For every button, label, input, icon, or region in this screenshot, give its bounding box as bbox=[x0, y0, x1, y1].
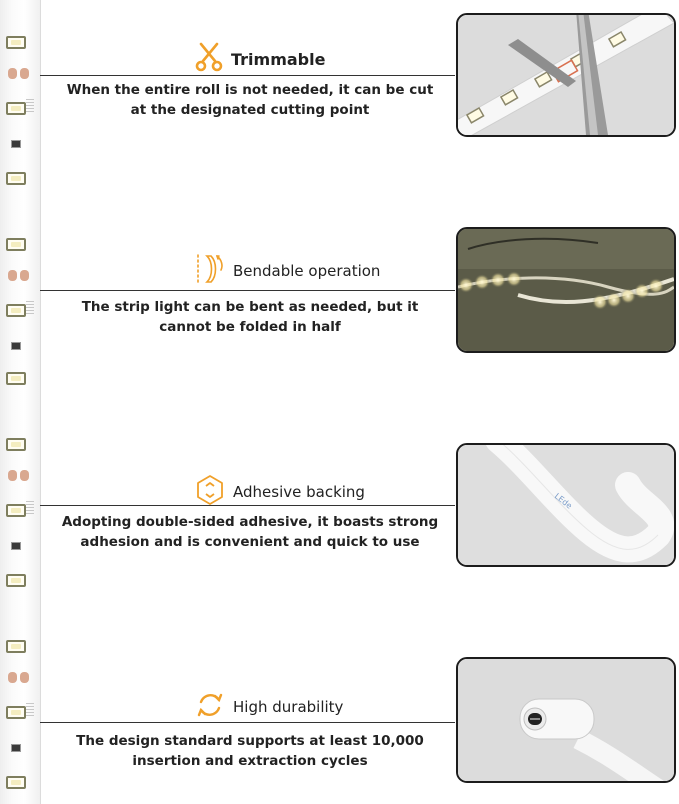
photo-bent-strip bbox=[456, 227, 676, 353]
led-chip bbox=[6, 238, 26, 251]
led-chip bbox=[6, 102, 26, 115]
led-chip bbox=[6, 504, 26, 517]
led-chip bbox=[6, 36, 26, 49]
cut-pads bbox=[8, 68, 30, 79]
resistor bbox=[11, 140, 21, 148]
feature-description bbox=[40, 512, 460, 552]
led-chip bbox=[6, 574, 26, 587]
description-line: When the entire roll is not needed, it can be cut bbox=[66, 82, 434, 98]
photo-adhesive-strip bbox=[456, 443, 676, 567]
led-chip bbox=[6, 640, 26, 653]
svg-text:LEde: LEde bbox=[552, 491, 574, 511]
led-chip bbox=[6, 172, 26, 185]
feature-header bbox=[195, 42, 325, 76]
cut-pads bbox=[8, 672, 30, 683]
resistor bbox=[11, 542, 21, 550]
feature-description bbox=[40, 297, 460, 337]
description-line: adhesion and is convenient and quick to use bbox=[80, 534, 420, 550]
description-line: The design standard supports at least 10,000 bbox=[76, 733, 424, 749]
led-chip bbox=[6, 304, 26, 317]
feature-title: Bendable operation bbox=[233, 262, 381, 280]
bend-icon bbox=[195, 252, 225, 290]
led-chip bbox=[6, 438, 26, 451]
strip-marking bbox=[26, 98, 34, 112]
scissors-icon bbox=[195, 42, 223, 76]
description-line: cannot be folded in half bbox=[159, 319, 341, 335]
cut-pads bbox=[8, 270, 30, 281]
divider-line bbox=[40, 722, 455, 723]
led-chip bbox=[6, 776, 26, 789]
feature-title: High durability bbox=[233, 698, 344, 716]
feature-header bbox=[195, 252, 380, 290]
strip-marking bbox=[26, 500, 34, 514]
description-line: at the designated cutting point bbox=[130, 102, 370, 118]
divider-line bbox=[40, 75, 455, 76]
resistor bbox=[11, 342, 21, 350]
resistor bbox=[11, 744, 21, 752]
feature-title: Trimmable bbox=[231, 49, 326, 69]
cycle-arrows-icon bbox=[195, 689, 225, 725]
description-line: Adopting double-sided adhesive, it boasts strong bbox=[61, 514, 439, 530]
led-chip bbox=[6, 372, 26, 385]
feature-header bbox=[195, 689, 343, 725]
description-line: insertion and extraction cycles bbox=[132, 753, 368, 769]
feature-title: Adhesive backing bbox=[233, 483, 365, 501]
photo-usb-c-connector bbox=[456, 657, 676, 783]
divider-line bbox=[40, 505, 455, 506]
feature-description bbox=[40, 80, 460, 120]
description-line: The strip light can be bent as needed, but it bbox=[81, 299, 419, 315]
photo-cutting-strip bbox=[456, 13, 676, 137]
led-chip bbox=[6, 706, 26, 719]
cut-pads bbox=[8, 470, 30, 481]
divider-line bbox=[40, 290, 455, 291]
feature-description bbox=[40, 731, 460, 771]
led-strip-image bbox=[0, 0, 41, 804]
strip-marking bbox=[26, 702, 34, 716]
strip-marking bbox=[26, 300, 34, 314]
